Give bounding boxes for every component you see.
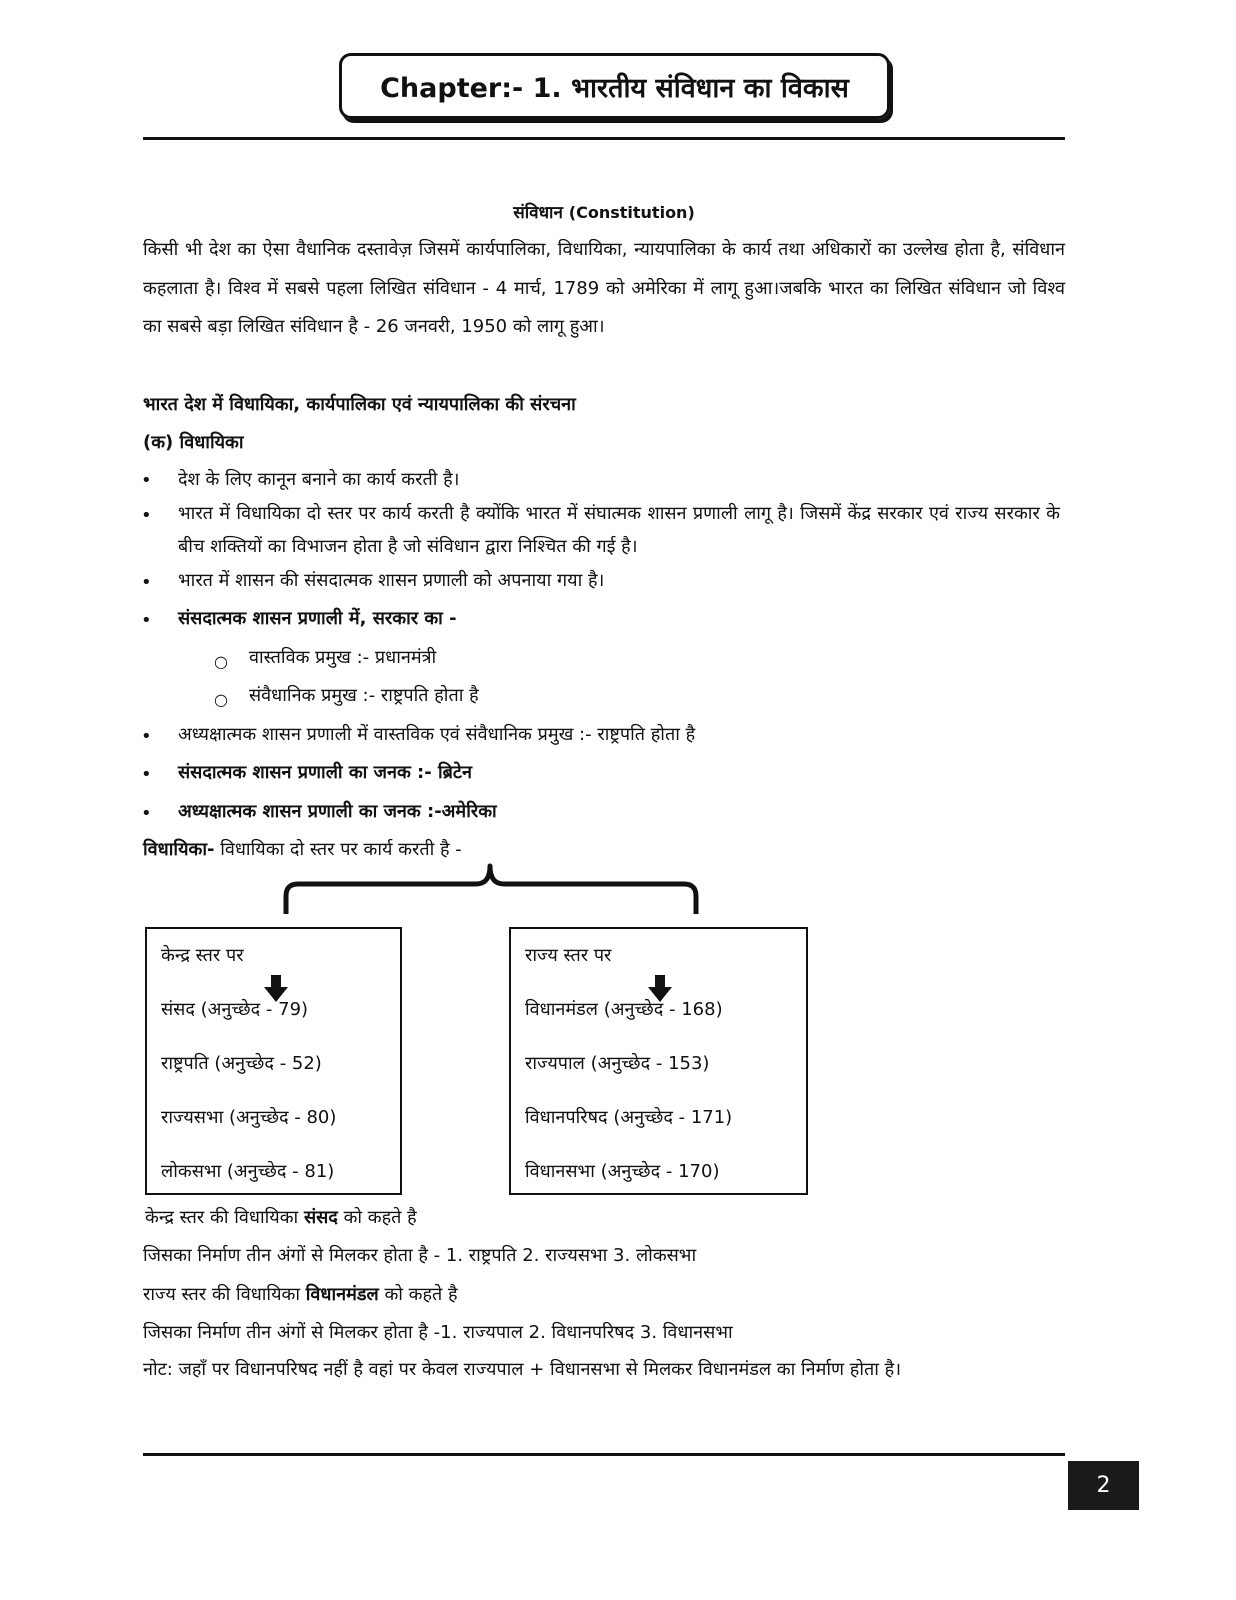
chapter-title bbox=[339, 53, 890, 119]
note-bold-term: संसद bbox=[303, 1207, 338, 1228]
note-text: केन्द्र स्तर की विधायिका bbox=[145, 1207, 304, 1228]
legislature-text: विधायिका दो स्तर पर कार्य करती है - bbox=[214, 839, 462, 860]
list-item: भारत में शासन की संसदात्मक शासन प्रणाली को अपनाया गया है। bbox=[178, 570, 605, 591]
central-level-box bbox=[145, 927, 402, 1195]
bullet-dot: • bbox=[141, 470, 152, 491]
sub-list-item: संवैधानिक प्रमुख :- राष्ट्रपति होता है bbox=[249, 685, 479, 706]
page-number-badge bbox=[1068, 1461, 1139, 1510]
bullet-dot: • bbox=[141, 610, 152, 631]
state-box-item: राज्यपाल (अनुच्छेद - 153) bbox=[525, 1053, 710, 1074]
state-box-title: राज्य स्तर पर bbox=[525, 945, 612, 966]
note-text: को कहते है bbox=[337, 1207, 417, 1228]
note-central-legislature bbox=[145, 1205, 417, 1229]
bullet-dot: • bbox=[141, 726, 152, 747]
bullet-dot: • bbox=[141, 505, 152, 526]
state-box-item: विधानपरिषद (अनुच्छेद - 171) bbox=[525, 1107, 733, 1128]
list-item: देश के लिए कानून बनाने का कार्य करती है। bbox=[178, 469, 460, 490]
top-divider bbox=[143, 137, 1065, 140]
legislature-label: विधायिका- bbox=[143, 839, 215, 860]
structure-heading: भारत देश में विधायिका, कार्यपालिका एवं न्यायपालिका की संरचना bbox=[143, 394, 576, 415]
list-item: अध्यक्षात्मक शासन प्रणाली में वास्तविक एवं संवैधानिक प्रमुख :- राष्ट्रपति होता है bbox=[178, 724, 696, 745]
central-box-title: केन्द्र स्तर पर bbox=[161, 945, 244, 966]
bullet-dot: • bbox=[141, 572, 152, 593]
note-state-composition: जिसका निर्माण तीन अंगों से मिलकर होता है -1. राज्यपाल 2. विधानपरिषद 3. विधानसभा bbox=[143, 1322, 733, 1343]
list-item: अध्यक्षात्मक शासन प्रणाली का जनक :-अमेरिका bbox=[178, 801, 497, 822]
list-item: संसदात्मक शासन प्रणाली में, सरकार का - bbox=[178, 608, 457, 629]
note-text: राज्य स्तर की विधायिका bbox=[143, 1284, 306, 1305]
state-box-item: विधानमंडल (अनुच्छेद - 168) bbox=[525, 999, 723, 1020]
note-text: को कहते है bbox=[378, 1284, 458, 1305]
page-number: 2 bbox=[1096, 1473, 1111, 1498]
state-box-item: विधानसभा (अनुच्छेद - 170) bbox=[525, 1161, 720, 1182]
note-bold-term: विधानमंडल bbox=[305, 1284, 379, 1305]
central-box-item: लोकसभा (अनुच्छेद - 81) bbox=[161, 1161, 335, 1182]
sub-bullet-circle: ○ bbox=[214, 690, 228, 709]
note-central-composition: जिसका निर्माण तीन अंगों से मिलकर होता है - 1. राष्ट्रपति 2. राज्यसभा 3. लोकसभा bbox=[143, 1245, 697, 1266]
central-box-item: राज्यसभा (अनुच्छेद - 80) bbox=[161, 1107, 337, 1128]
section-heading bbox=[143, 200, 1065, 223]
legislature-line bbox=[143, 837, 462, 861]
central-box-item: संसद (अनुच्छेद - 79) bbox=[161, 999, 309, 1020]
sub-bullet-circle: ○ bbox=[214, 652, 228, 671]
bullet-dot: • bbox=[141, 764, 152, 785]
brace-connector bbox=[280, 860, 704, 916]
note-state-legislature bbox=[143, 1282, 458, 1306]
section-heading-hindi: संविधान bbox=[513, 203, 563, 223]
note-remark: नोट: जहाँ पर विधानपरिषद नहीं है वहां पर केवल राज्यपाल + विधानसभा से मिलकर विधानमंडल का निर्माण होता है। bbox=[143, 1359, 902, 1380]
section-heading-english: (Constitution) bbox=[568, 203, 695, 222]
legislature-heading: (क) विधायिका bbox=[143, 432, 244, 453]
sub-list-item: वास्तविक प्रमुख :- प्रधानमंत्री bbox=[249, 647, 437, 668]
bottom-divider bbox=[143, 1453, 1065, 1456]
central-box-item: राष्ट्रपति (अनुच्छेद - 52) bbox=[161, 1053, 322, 1074]
bullet-dot: • bbox=[141, 803, 152, 824]
list-item: भारत में विधायिका दो स्तर पर कार्य करती है क्योंकि भारत में संघात्मक शासन प्रणाली लागू है। जिसमें केंद्र सरकार एवं राज्य सरकार के बीच शक्तियों का विभाजन होता है जो संविधान द्वारा निश्चित की गई है। bbox=[178, 503, 1060, 557]
list-item: संसदात्मक शासन प्रणाली का जनक :- ब्रिटेन bbox=[178, 762, 472, 783]
chapter-title-text: Chapter:- 1. भारतीय संविधान का विकास bbox=[380, 72, 849, 104]
state-level-box bbox=[509, 927, 808, 1195]
intro-paragraph: किसी भी देश का ऐसा वैधानिक दस्तावेज़ जिसमें कार्यपालिका, विधायिका, न्यायपालिका के कार्य तथा अधिकारों का उल्लेख होता है, संविधान कहलाता है। विश्व में सबसे पहला लिखित संविधान - 4 मार्च, 1789 को अमेरिका में लागू हुआ।जबकि भारत का लिखित संविधान जो विश्व का सबसे बड़ा लिखित संविधान है - 26 जनवरी, 1950 को लागू हुआ। bbox=[143, 239, 1065, 337]
